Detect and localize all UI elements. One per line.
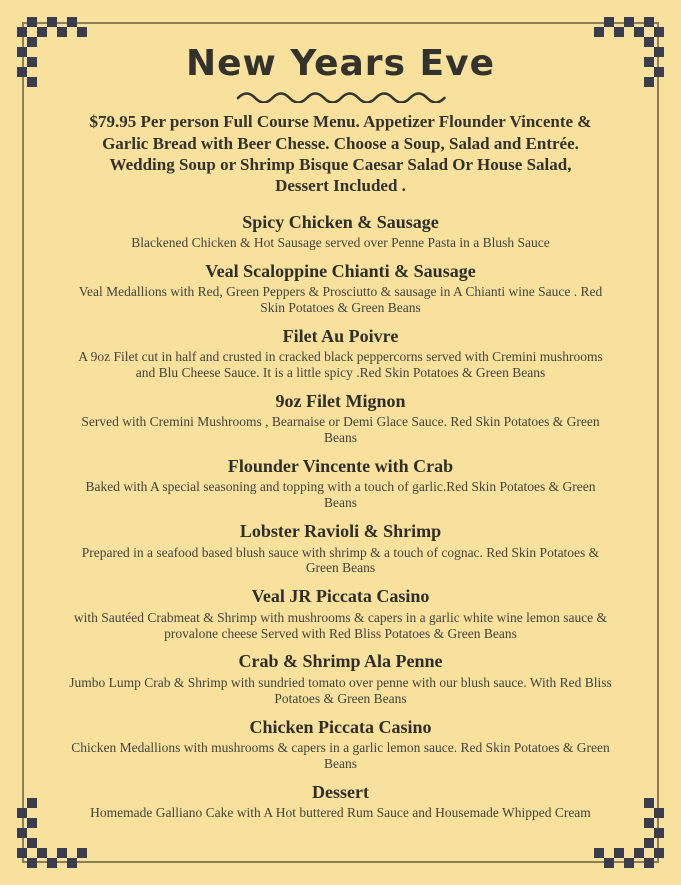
menu-item [0,212,681,251]
page-title: New Years Eve [186,43,495,84]
menu-item-name: Veal JR Piccata Casino [251,586,430,607]
intro-text: $79.95 Per person Full Course Menu. Appetizer Flounder Vincente & Garlic Bread with Beer Chesse. Choose a Soup, Salad and Entrée. Wedding Soup or Shrimp Bisque Caesar Salad Or House Salad, Dessert Included . [89,112,592,196]
menu-item-description: Jumbo Lump Crab & Shrimp with sundried tomato over penne with our blush sauce. With Red Bliss Potatoes & Green Beans [69,674,612,706]
menu-item-name: Filet Au Poivre [282,326,399,347]
menu-item-description: Veal Medallions with Red, Green Peppers & Prosciutto & sausage in A Chianti wine Sauce . Red Skin Potatoes & Green Beans [78,284,603,316]
menu-item-description: A 9oz Filet cut in half and crusted in cracked black peppercorns served with Cremini mushrooms and Blu Cheese Sauce. It is a little spicy .Red Skin Potatoes & Green Beans [78,349,603,381]
menu-item-name: Crab & Shrimp Ala Penne [238,651,443,672]
menu-item-description: Prepared in a seafood based blush sauce with shrimp & a touch of cognac. Red Skin Potatoes & Green Beans [81,544,600,576]
menu-item [0,456,681,511]
menu-item-description: Blackened Chicken & Hot Sausage served over Penne Pasta in a Blush Sauce [131,235,550,251]
menu-item [0,391,681,446]
menu-item [0,586,681,641]
menu-item-name: Spicy Chicken & Sausage [242,211,439,232]
menu-item [0,326,681,381]
menu-item-description: Served with Cremini Mushrooms , Bearnaise or Demi Glace Sauce. Red Skin Potatoes & Green Beans [81,414,600,446]
menu-item-name: Flounder Vincente with Crab [227,456,454,477]
menu-item-name: 9oz Filet Mignon [275,391,406,412]
menu-content [0,42,681,831]
menu-item [0,651,681,706]
menu-item-name: Dessert [312,781,369,802]
menu-item-name: Chicken Piccata Casino [249,716,432,737]
menu-item [0,782,681,821]
menu-item-description: Chicken Medallions with mushrooms & capers in a garlic lemon sauce. Red Skin Potatoes & Green Beans [71,739,610,771]
menu-item [0,717,681,772]
menu-item-description: Homemade Galliano Cake with A Hot buttered Rum Sauce and Housemade Whipped Cream [90,804,591,820]
menu-item [0,261,681,316]
menu-item-description: Baked with A special seasoning and topping with a touch of garlic.Red Skin Potatoes & Green Beans [85,479,596,511]
menu-item-name: Veal Scaloppine Chianti & Sausage [205,260,476,281]
wavy-divider-icon [235,90,447,103]
menu-item-name: Lobster Ravioli & Shrimp [239,521,442,542]
menu-item [0,521,681,576]
menu-item-description: with Sautéed Crabmeat & Shrimp with mushrooms & capers in a garlic white wine lemon sauce & provalone cheese Served with Red Bliss Potatoes & Green Beans [73,609,608,641]
